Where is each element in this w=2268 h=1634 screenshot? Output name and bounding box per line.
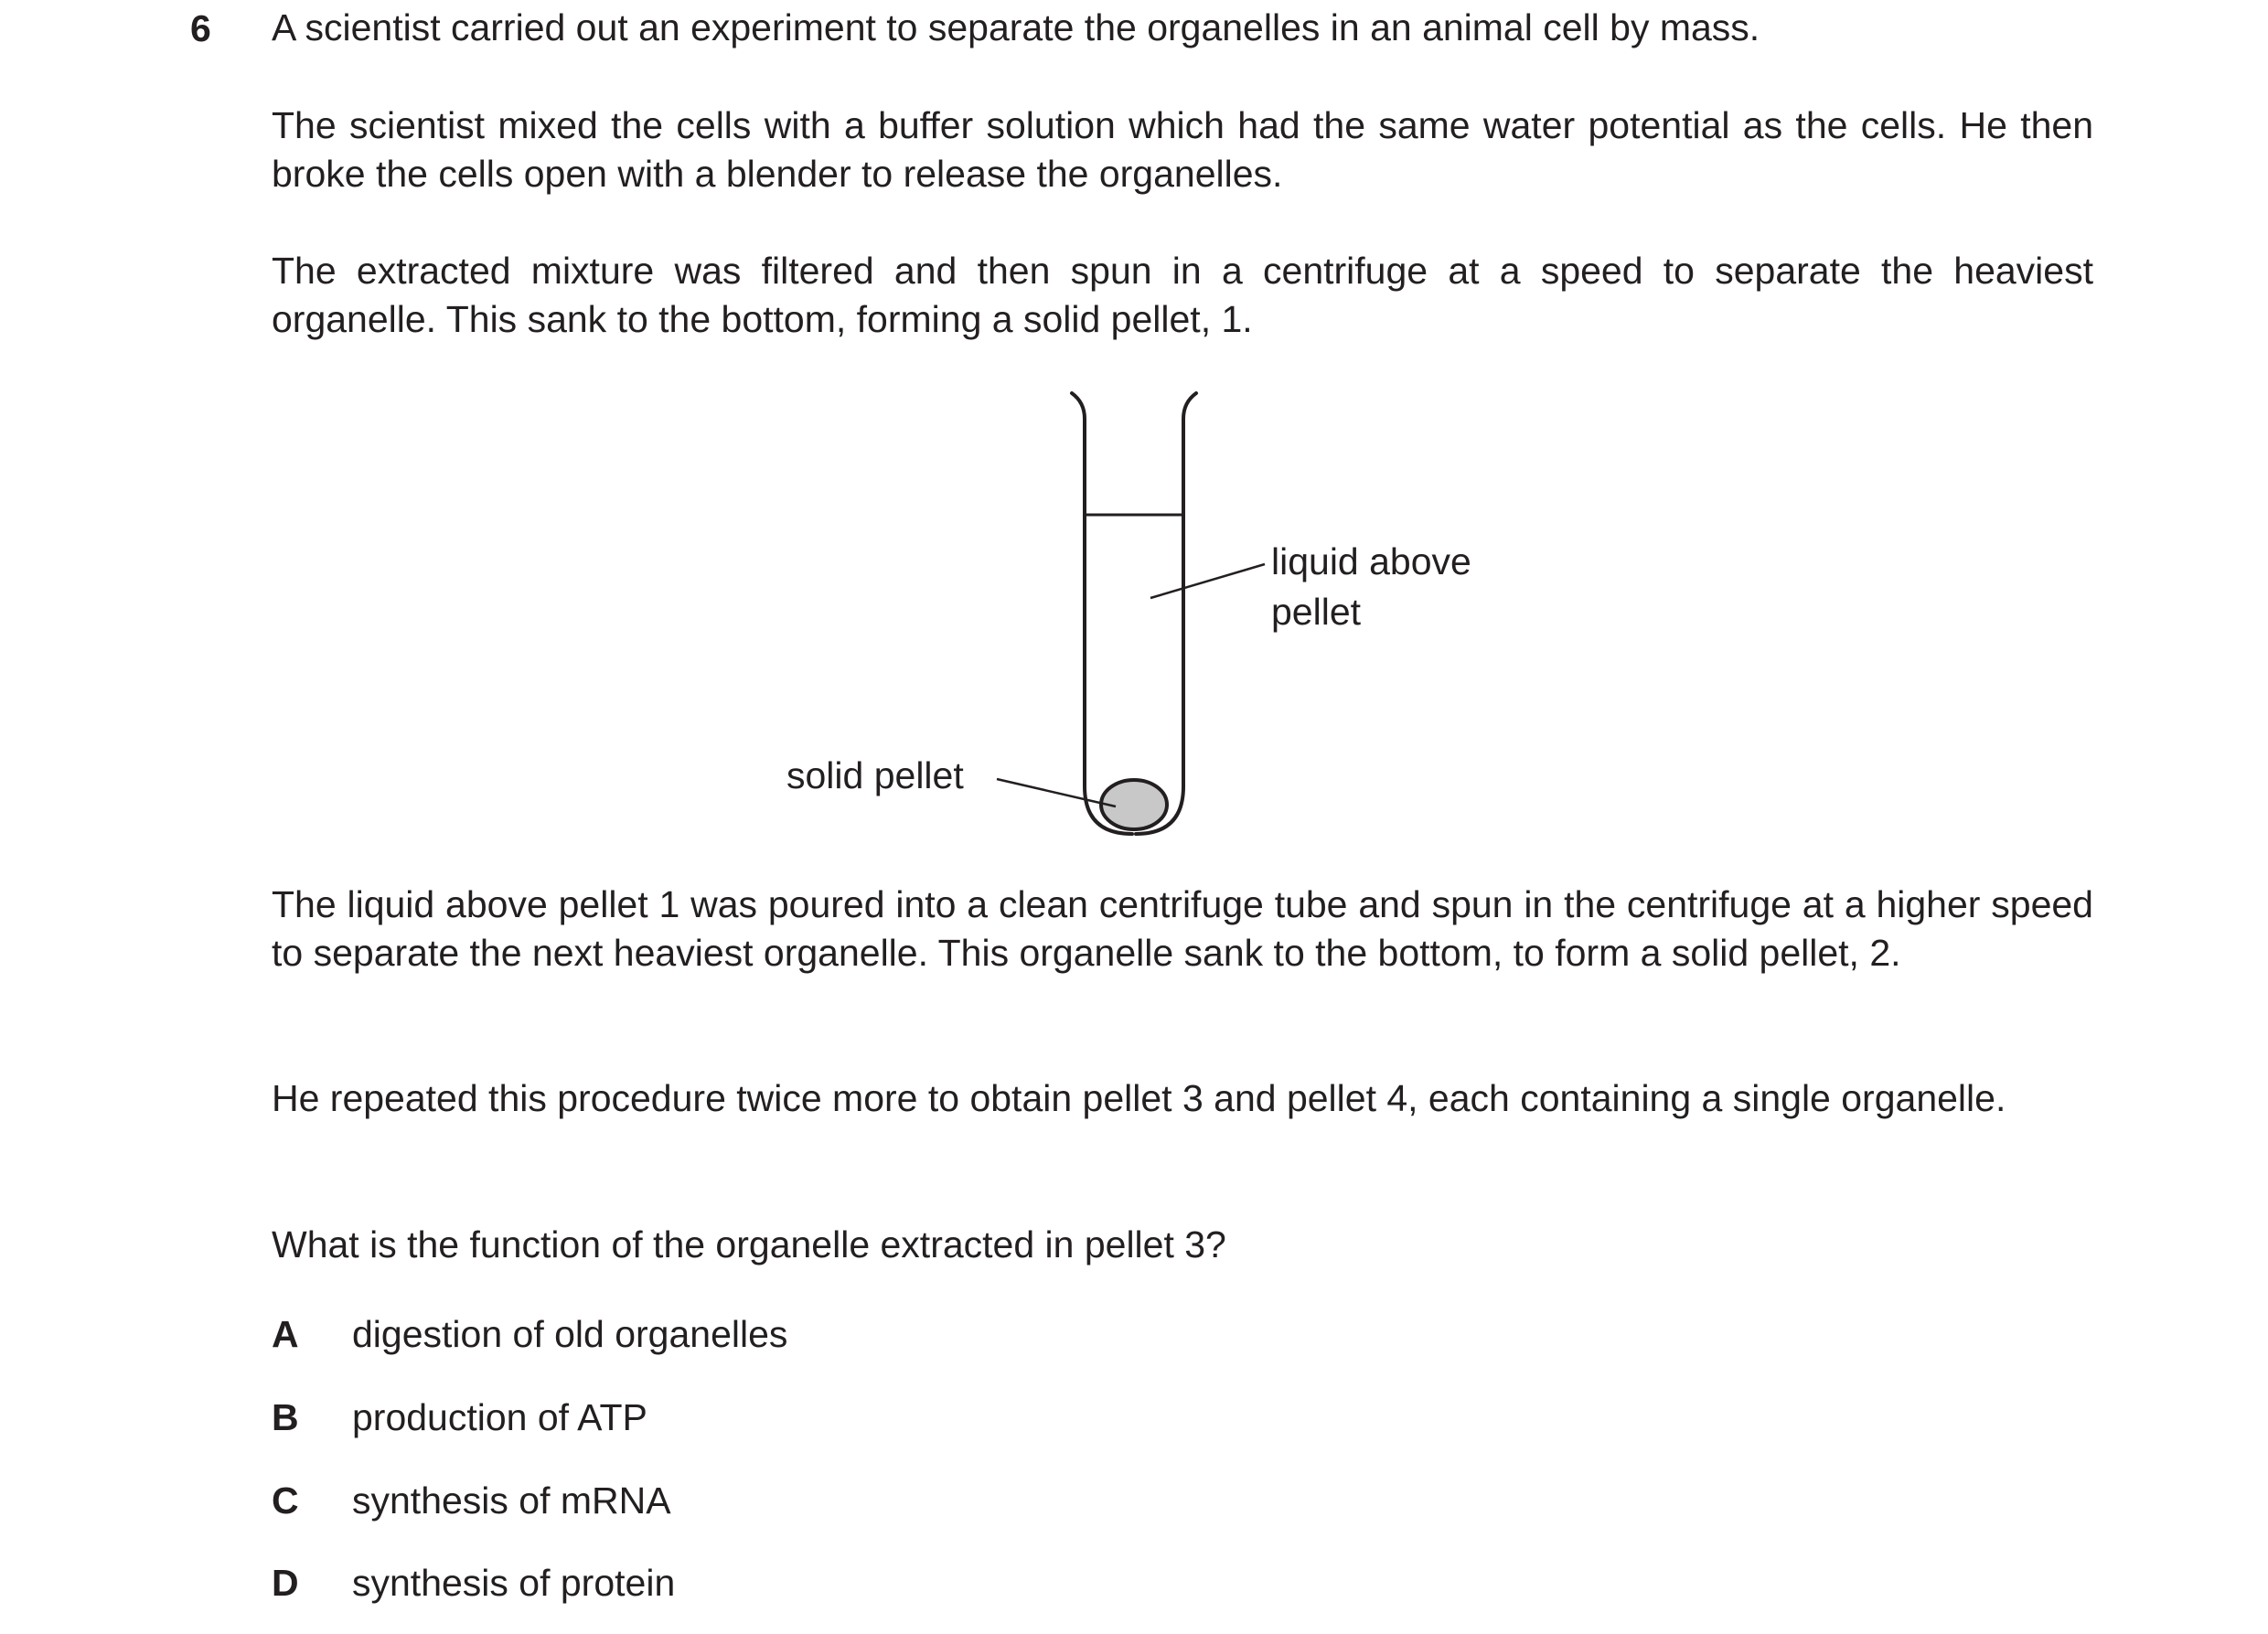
- question-intro: A scientist carried out an experiment to separate the organelles in an animal cell by mass.: [272, 6, 1760, 48]
- option-letter: D: [272, 1562, 299, 1604]
- question-paragraph-2: The scientist mixed the cells with a buffer solution which had the same water potential as the cells. He then broke the cells open with a blender to release the organelles.: [272, 104, 2093, 195]
- pellet-leader-line: [997, 779, 1116, 806]
- label-solid-pellet: solid pellet: [786, 754, 964, 796]
- option-text: synthesis of mRNA: [352, 1479, 671, 1522]
- tube-left-wall: [1072, 393, 1132, 834]
- option-b[interactable]: [272, 1393, 647, 1442]
- question-paragraph-4: The liquid above pellet 1 was poured into a clean centrifuge tube and spun in the centrifuge at a higher speed to separate the next heaviest organelle. This organelle sank to the bottom, to form a solid pellet, 2.: [272, 883, 2093, 974]
- liquid-leader-line: [1150, 564, 1265, 598]
- option-text: production of ATP: [352, 1396, 647, 1438]
- question-number: 6: [190, 7, 211, 49]
- option-letter: A: [272, 1313, 299, 1355]
- question-paragraph-3: The extracted mixture was filtered and then spun in a centrifuge at a speed to separate the heaviest organelle. This sank to the bottom, forming a solid pellet, 1.: [272, 250, 2093, 340]
- option-text: digestion of old organelles: [352, 1313, 788, 1355]
- option-letter: C: [272, 1479, 299, 1522]
- option-letter: B: [272, 1396, 299, 1438]
- option-d[interactable]: [272, 1558, 675, 1607]
- question-paragraph-5: He repeated this procedure twice more to obtain pellet 3 and pellet 4, each containing a single organelle.: [272, 1077, 2006, 1119]
- option-a[interactable]: [272, 1309, 787, 1359]
- solid-pellet-shape: [1101, 780, 1167, 829]
- tube-right-wall: [1136, 393, 1196, 834]
- option-text: synthesis of protein: [352, 1562, 676, 1604]
- label-liquid-above-line1: liquid above: [1271, 540, 1471, 582]
- question-prompt: What is the function of the organelle extracted in pellet 3?: [272, 1223, 1226, 1266]
- option-c[interactable]: [272, 1476, 671, 1525]
- label-liquid-above-line2: pellet: [1271, 591, 1362, 633]
